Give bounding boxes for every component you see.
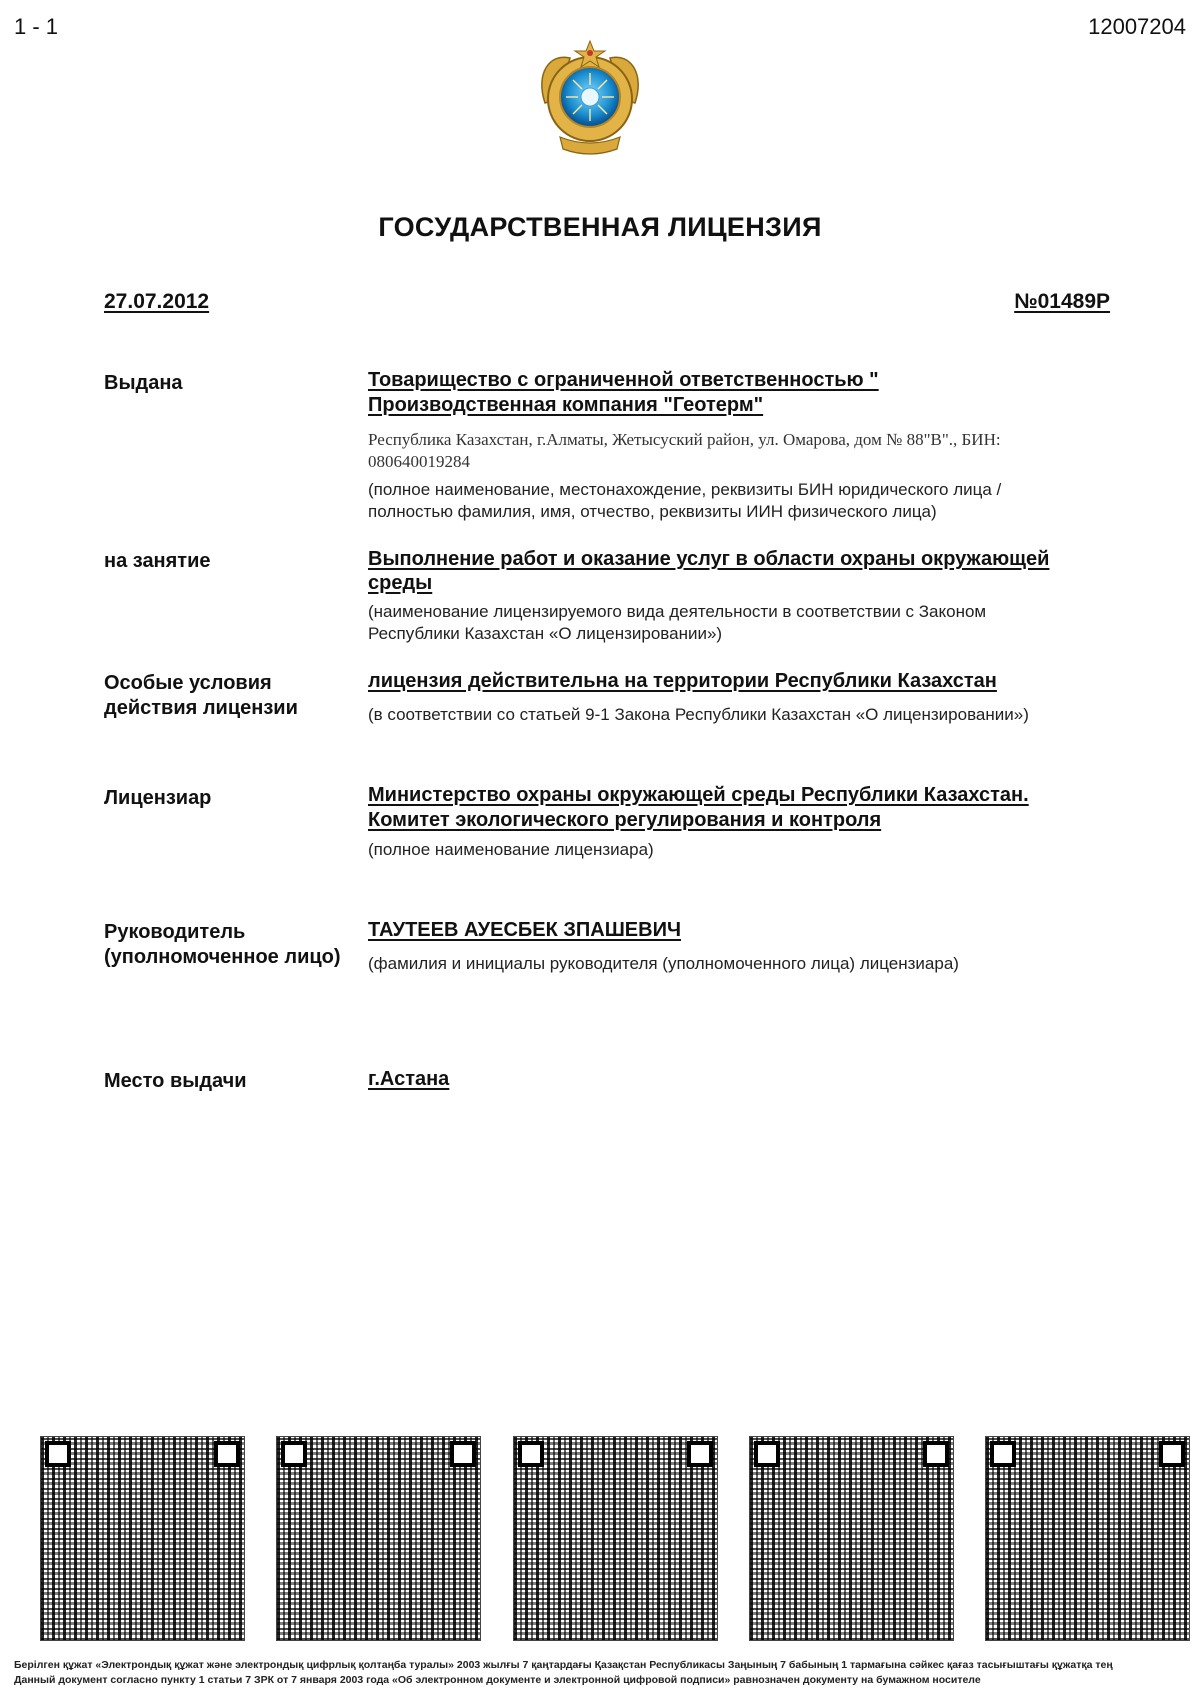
licensor-value-line1: Министерство охраны окружающей среды Республики Казахстан. bbox=[368, 784, 1029, 806]
head-note: (фамилия и инициалы руководителя (уполномоченного лица) лицензиара) bbox=[368, 954, 959, 973]
issued-to-name-line1: Товарищество с ограниченной ответственностью " bbox=[368, 369, 879, 391]
page-number: 1 - 1 bbox=[14, 14, 59, 39]
issued-to-label: Выдана bbox=[104, 372, 183, 394]
issued-to-address-line2: 080640019284 bbox=[368, 452, 470, 471]
footer-kazakh: Берілген құжат «Электрондық құжат және электрондық цифрлық қолтаңба туралы» 2003 жылғы 7 қаңтардағы Қазақстан Республикасы Заңының 7 бабының 1 тармағына сәйкес қағаз тасығыштағы құжатқа тең bbox=[14, 1659, 1113, 1671]
licensor-value-line2: Комитет экологического регулирования и контроля bbox=[368, 809, 882, 831]
activity-note-line2: Республики Казахстан «О лицензировании») bbox=[368, 624, 723, 643]
license-number: №01489Р bbox=[1014, 290, 1110, 313]
licensor-label: Лицензиар bbox=[104, 787, 212, 809]
qr-code-icon bbox=[985, 1436, 1190, 1641]
activity-label: на занятие bbox=[104, 550, 211, 572]
head-label-line1: Руководитель bbox=[104, 921, 246, 943]
document-title: ГОСУДАРСТВЕННАЯ ЛИЦЕНЗИЯ bbox=[378, 212, 822, 242]
issued-to-name-line2: Производственная компания "Геотерм" bbox=[368, 394, 764, 416]
issued-to-address-line1: Республика Казахстан, г.Алматы, Жетысуский район, ул. Омарова, дом № 88"В"., БИН: bbox=[368, 430, 1001, 449]
special-conditions-label-line1: Особые условия bbox=[104, 672, 272, 694]
licensor-note: (полное наименование лицензиара) bbox=[368, 840, 654, 859]
issue-date: 27.07.2012 bbox=[104, 290, 210, 313]
qr-code-icon bbox=[40, 1436, 245, 1641]
activity-note-line1: (наименование лицензируемого вида деятельности в соответствии с Законом bbox=[368, 602, 987, 621]
special-conditions-note: (в соответствии со статьей 9-1 Закона Республики Казахстан «О лицензировании») bbox=[368, 705, 1029, 724]
issued-to-note-line1: (полное наименование, местонахождение, реквизиты БИН юридического лица / bbox=[368, 480, 1002, 499]
head-value: ТАУТЕЕВ АУЕСБЕК ЗПАШЕВИЧ bbox=[368, 919, 682, 941]
qr-code-icon bbox=[276, 1436, 481, 1641]
place-label: Место выдачи bbox=[104, 1070, 247, 1092]
activity-value-line2: среды bbox=[368, 572, 433, 594]
footer-russian: Данный документ согласно пункту 1 статьи 7 ЗРК от 7 января 2003 года «Об электронном документе и электронной цифровой подписи» равнозначен документу на бумажном носителе bbox=[14, 1674, 981, 1686]
qr-code-row bbox=[40, 1436, 1190, 1646]
head-label-line2: (уполномоченное лицо) bbox=[104, 946, 341, 968]
issued-to-note-line2: полностью фамилия, имя, отчество, реквизиты ИИН физического лица) bbox=[368, 502, 937, 521]
qr-code-icon bbox=[749, 1436, 954, 1641]
state-emblem-icon bbox=[525, 33, 655, 163]
document-id: 12007204 bbox=[1088, 14, 1186, 39]
special-conditions-label-line2: действия лицензии bbox=[104, 697, 298, 719]
place-value: г.Астана bbox=[368, 1068, 450, 1090]
activity-value-line1: Выполнение работ и оказание услуг в области охраны окружающей bbox=[368, 548, 1050, 570]
qr-code-icon bbox=[513, 1436, 718, 1641]
special-conditions-value: лицензия действительна на территории Республики Казахстан bbox=[368, 670, 997, 692]
